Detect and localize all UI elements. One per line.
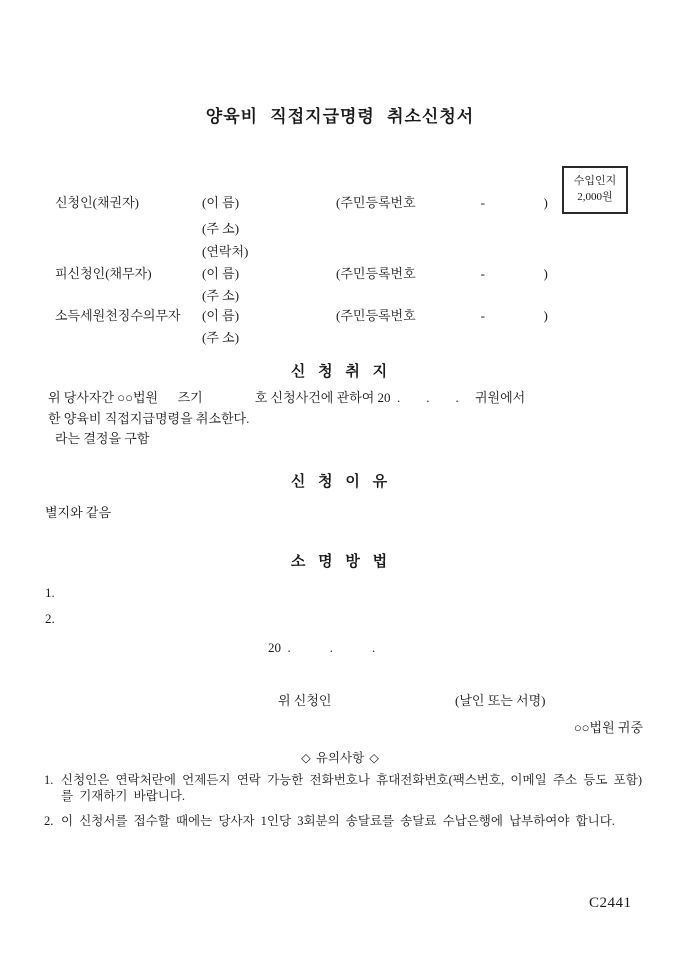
notice-item-text: 이 신청서를 접수할 때에는 당사자 1인당 3회분의 송달료를 송달료 수납은행에 납부하여야 합니다. [61,814,615,828]
seal-or-signature-label: (날인 또는 서명) [455,693,546,708]
notice-item-number: 1. [44,773,54,787]
notice-item-1 [44,773,642,804]
purpose-line-2: 한 양육비 직접지급명령을 취소한다. [48,411,250,426]
signature-label: 위 신청인 [278,693,332,708]
reason-body: 별지와 같음 [45,505,112,520]
purpose-heading: 신 청 취 지 [290,364,390,380]
stamp-amount: 2,000원 [577,191,613,203]
address-field-label: (주 소) [202,330,240,345]
name-field-label: (이 름) [202,308,240,323]
name-field-label: (이 름) [202,266,240,281]
contact-field-label: (연락처) [202,244,249,259]
form-title: 양육비 직접지급명령 취소신청서 [205,107,475,126]
party-row-applicant-contact [0,244,680,260]
name-field-label: (이 름) [202,195,240,210]
rrn-field-label: (주민등록번호 - ) [336,195,548,210]
address-field-label: (주 소) [202,221,240,236]
party-label: 소득세원천징수의무자 [55,308,181,323]
proof-item-2: 2. [45,611,55,626]
notice-item-number: 2. [44,814,54,828]
form-code: C2441 [589,895,632,911]
purpose-line-1: 위 당사자간 ○○법원 즈기 호 신청사건에 관하여 20 . . . 귀원에서 [48,390,526,405]
party-row-respondent [0,266,680,282]
party-label: 피신청인(채무자) [55,266,152,281]
address-field-label: (주 소) [202,288,240,303]
party-row-applicant-address [0,221,680,237]
rrn-field-label: (주민등록번호 - ) [336,266,548,281]
party-row-respondent-address [0,288,680,304]
reason-heading: 신 청 이 유 [290,474,390,490]
purpose-line-3: 라는 결정을 구함 [55,431,150,446]
party-row-withholder [0,308,680,324]
stamp-label: 수입인지 [573,175,617,188]
notice-item-2 [44,814,642,830]
proof-item-1: 1. [45,585,55,600]
notice-item-text: 신청인은 연락처란에 언제든지 연락 가능한 전화번호나 휴대전화번호(팩스번호, 이메일 주소 등도 포함)를 기재하기 바랍니다. [61,773,642,803]
notice-heading: ◇ 유의사항 ◇ [301,751,379,765]
party-row-applicant [0,195,680,211]
date-line: 20 . . . [268,640,376,655]
addressed-court: ○○법원 귀중 [573,720,643,735]
party-row-withholder-address [0,330,680,346]
rrn-field-label: (주민등록번호 - ) [336,308,548,323]
party-label: 신청인(채권자) [55,195,140,210]
proof-heading: 소 명 방 법 [290,554,390,570]
